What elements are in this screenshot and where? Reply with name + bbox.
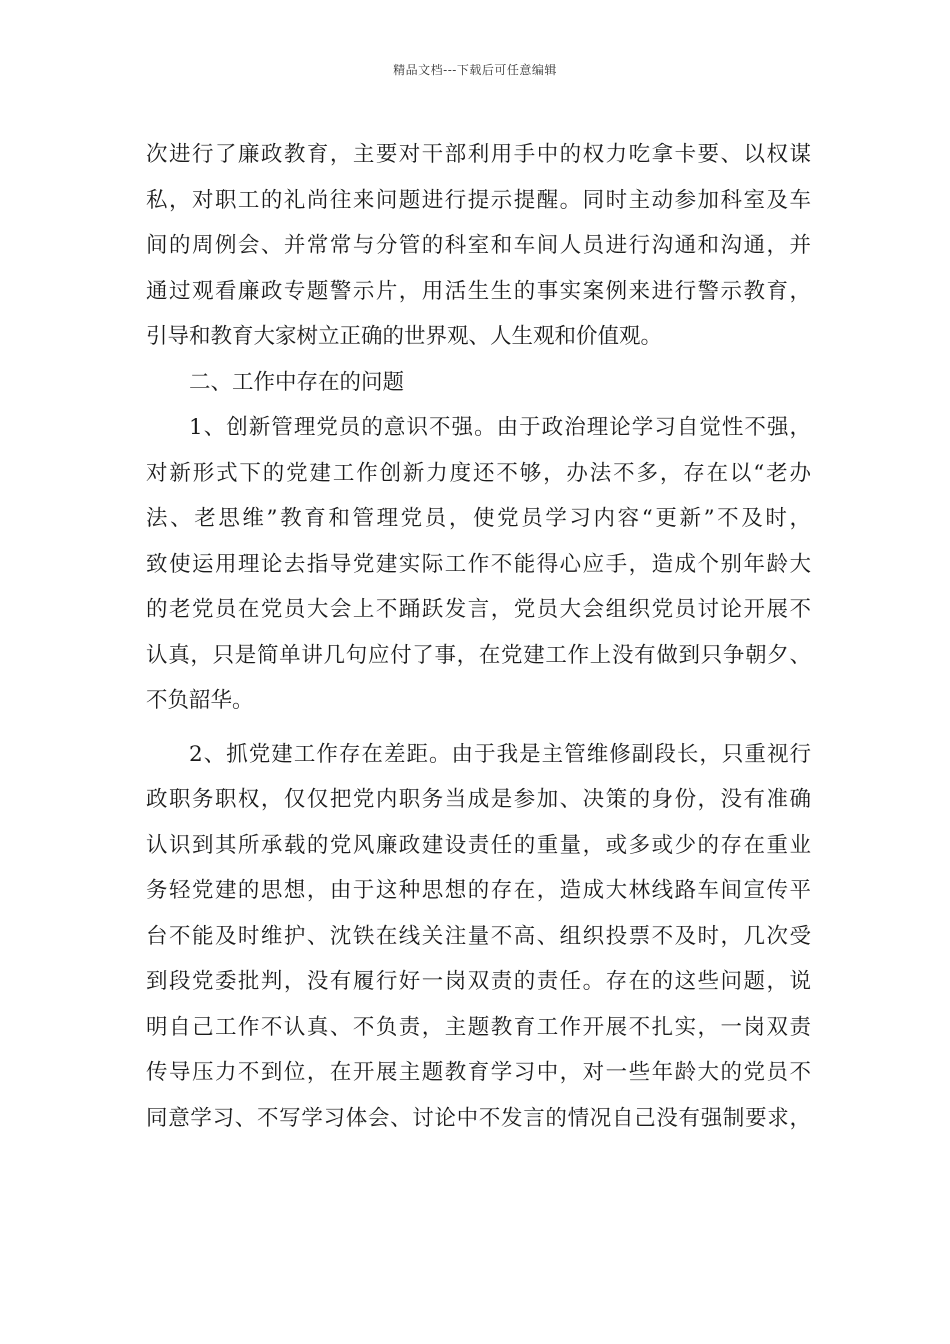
text-line: 认真，只是简单讲几句应付了事，在党建工作上没有做到只争朝夕、 bbox=[146, 642, 811, 668]
text-line: 对新形式下的党建工作创新力度还不够，办法不多，存在以“老办 bbox=[146, 460, 811, 486]
text-line: 法、老思维”教育和管理党员，使党员学习内容“更新”不及时， bbox=[146, 506, 811, 531]
paragraph bbox=[146, 732, 811, 1142]
text-line: 不负韶华。 bbox=[146, 688, 254, 713]
text-line: 2、抓党建工作存在差距。由于我是主管维修副段长，只重视行 bbox=[189, 741, 811, 767]
text-line: 引导和教育大家树立正确的世界观、人生观和价值观。 bbox=[146, 324, 663, 349]
paragraph bbox=[146, 132, 811, 360]
text-line: 的老党员在党员大会上不踊跃发言，党员大会组织党员讨论开展不 bbox=[146, 597, 811, 622]
text-line: 传导压力不到位，在开展主题教育学习中，对一些年龄大的党员不 bbox=[146, 1060, 811, 1085]
heading-line: 二、工作中存在的问题 bbox=[189, 369, 405, 395]
section-heading bbox=[146, 360, 811, 406]
text-line: 务轻党建的思想，由于这种思想的存在，造成大林线路车间宣传平 bbox=[146, 878, 811, 903]
text-line: 同意学习、不写学习体会、讨论中不发言的情况自己没有强制要求， bbox=[146, 1105, 811, 1131]
text-line: 到段党委批判，没有履行好一岗双责的责任。存在的这些问题，说 bbox=[146, 969, 811, 994]
text-line: 间的周例会、并常常与分管的科室和车间人员进行沟通和沟通，并 bbox=[146, 233, 811, 258]
text-line: 私，对职工的礼尚往来问题进行提示提醒。同时主动参加科室及车 bbox=[146, 187, 811, 213]
text-line: 致使运用理论去指导党建实际工作不能得心应手，造成个别年龄大 bbox=[146, 551, 811, 577]
text-line: 明自己工作不认真、不负责，主题教育工作开展不扎实，一岗双责 bbox=[146, 1014, 811, 1040]
text-line: 政职务职权，仅仅把党内职务当成是参加、决策的身份，没有准确 bbox=[146, 787, 811, 812]
document-body bbox=[146, 132, 811, 1141]
page-header: 精品文档---下载后可任意编辑 bbox=[393, 63, 557, 77]
text-line: 1、创新管理党员的意识不强。由于政治理论学习自觉性不强， bbox=[189, 415, 811, 440]
paragraph bbox=[146, 405, 811, 724]
text-line: 通过观看廉政专题警示片，用活生生的事实案例来进行警示教育， bbox=[146, 278, 811, 304]
text-line: 认识到其所承载的党风廉政建设责任的重量，或多或少的存在重业 bbox=[146, 832, 811, 858]
text-line: 台不能及时维护、沈铁在线关注量不高、组织投票不及时，几次受 bbox=[146, 923, 811, 949]
text-line: 次进行了廉政教育，主要对干部利用手中的权力吃拿卡要、以权谋 bbox=[146, 142, 811, 167]
